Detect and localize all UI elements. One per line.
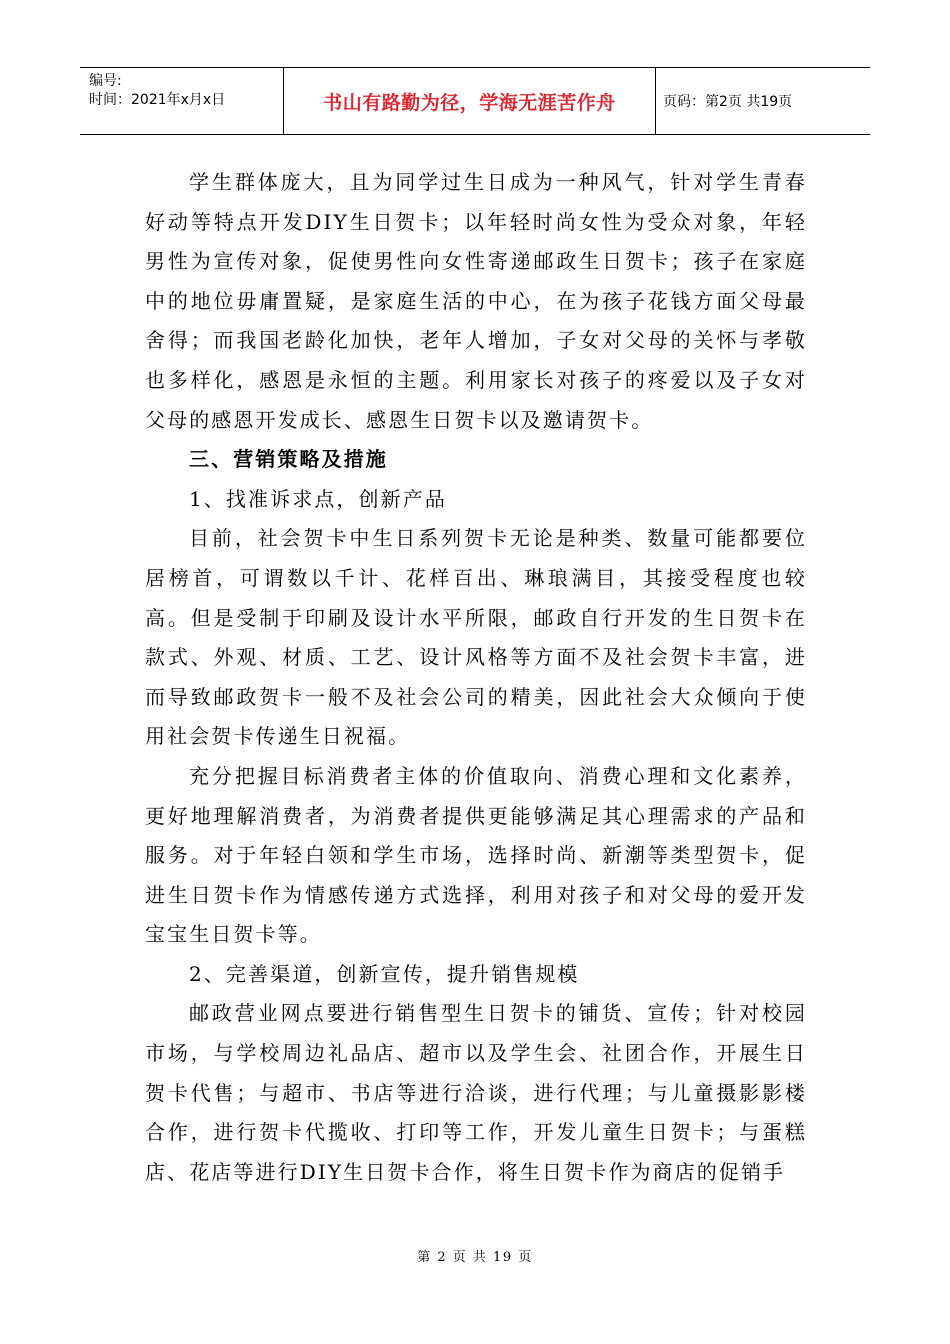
subsection-heading: 1、找准诉求点，创新产品 xyxy=(189,486,447,511)
subsection-heading: 2、完善渠道，创新宣传，提升销售规模 xyxy=(189,961,580,986)
document-date-label: 时间：2021年x月x日 xyxy=(89,92,226,108)
header-motto: 书山有路勤为径，学海无涯苦作舟 xyxy=(284,68,656,134)
paragraph: 充分把握目标消费者主体的价值取向、消费心理和文化素养，更好地理解消费者，为消费者提供更能够满足其心理需求的产品和服务。对于年轻白领和学生市场，选择时尚、新潮等类型贺卡，促进生日贺卡作为情感传递方式选择，利用对孩子和对父母的爱开发宝宝生日贺卡等。 xyxy=(145,763,807,947)
section-heading: 三、营销策略及措施 xyxy=(189,447,388,472)
document-header xyxy=(80,67,870,135)
document-body xyxy=(145,163,807,1192)
page-footer: 第 2 页 共 19 页 xyxy=(417,1250,533,1265)
header-page-number: 页码：第2页 共19页 xyxy=(663,94,793,110)
header-meta-cell xyxy=(80,68,284,134)
paragraph: 邮政营业网点要进行销售型生日贺卡的铺货、宣传；针对校园市场，与学校周边礼品店、超市以及学生会、社团合作，开展生日贺卡代售；与超市、书店等进行洽谈，进行代理；与儿童摄影影楼合作，进行贺卡代揽收、打印等工作，开发儿童生日贺卡；与蛋糕店、花店等进行DIY生日贺卡合作，将生日贺卡作为商店的促销手 xyxy=(145,1001,807,1184)
paragraph: 目前，社会贺卡中生日系列贺卡无论是种类、数量可能都要位居榜首，可谓数以千计、花样百出、琳琅满目，其接受程度也较高。但是受制于印刷及设计水平所限，邮政自行开发的生日贺卡在款式、外观、材质、工艺、设计风格等方面不及社会贺卡丰富，进而导致邮政贺卡一般不及社会公司的精美，因此社会大众倾向于使用社会贺卡传递生日祝福。 xyxy=(145,526,807,749)
paragraph: 学生群体庞大，且为同学过生日成为一种风气，针对学生青春好动等特点开发DIY生日贺卡；以年轻时尚女性为受众对象，年轻男性为宣传对象，促使男性向女性寄递邮政生日贺卡；孩子在家庭中的地位毋庸置疑，是家庭生活的中心，在为孩子花钱方面父母最舍得；而我国老龄化加快，老年人增加，子女对父母的关怀与孝敬也多样化，感恩是永恒的主题。利用家长对孩子的疼爱以及子女对父母的感恩开发成长、感恩生日贺卡以及邀请贺卡。 xyxy=(145,170,807,432)
document-number-label: 编号: xyxy=(89,73,122,89)
